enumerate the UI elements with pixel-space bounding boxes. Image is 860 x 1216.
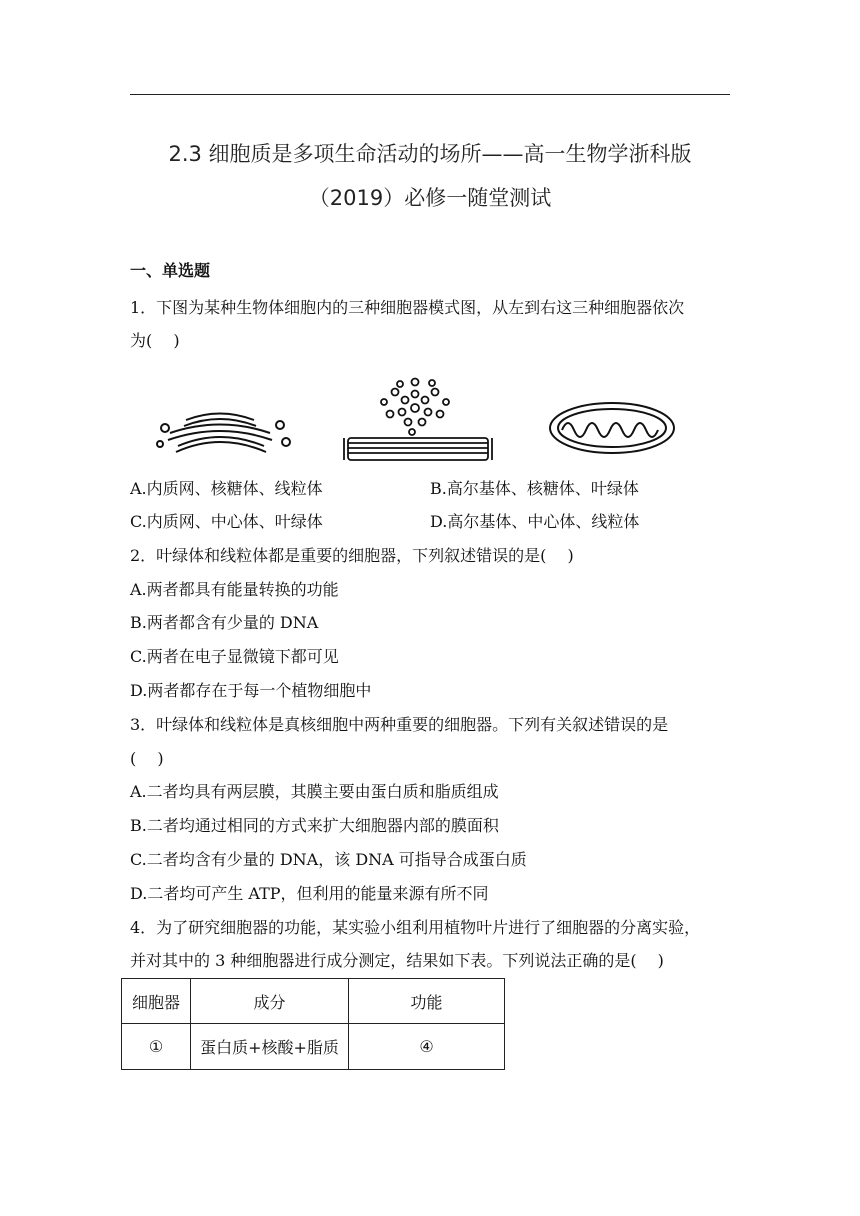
q2-option-a: A.两者都具有能量转换的功能 [130, 580, 339, 599]
q1-stem-line2: 为( ) [130, 331, 180, 350]
q2-option-c: C.两者在电子显微镜下都可见 [130, 647, 339, 666]
organelle-mitochondrion-diagram [550, 403, 674, 453]
document-title-line1: 2.3 细胞质是多项生命活动的场所——高一生物学浙科版 [168, 142, 692, 166]
q1-option-b: B.高尔基体、核糖体、叶绿体 [430, 479, 639, 498]
q3-option-d: D.二者均可产生 ATP，但利用的能量来源有所不同 [130, 884, 489, 903]
header-rule [130, 94, 730, 95]
table-cell: ④ [349, 1024, 505, 1070]
q3-option-b: B.二者均通过相同的方式来扩大细胞器内部的膜面积 [130, 816, 499, 835]
q3-option-c: C.二者均含有少量的 DNA，该 DNA 可指导合成蛋白质 [130, 850, 527, 869]
table-row [122, 1024, 505, 1070]
q2-stem: 2．叶绿体和线粒体都是重要的细胞器，下列叙述错误的是( ) [130, 546, 574, 565]
table-header-cell: 功能 [349, 979, 505, 1024]
organelle-figure [150, 370, 690, 470]
q1-option-d: D.高尔基体、中心体、线粒体 [430, 512, 640, 531]
q3-stem-line1: 3．叶绿体和线粒体是真核细胞中两种重要的细胞器。下列有关叙述错误的是 [130, 715, 669, 734]
q2-option-d: D.两者都存在于每一个植物细胞中 [130, 681, 372, 700]
section-heading: 一、单选题 [130, 261, 211, 280]
q1-option-a: A.内质网、核糖体、线粒体 [130, 479, 323, 498]
q1-option-c: C.内质网、中心体、叶绿体 [130, 512, 323, 531]
organelle-table [121, 978, 505, 1070]
table-header-cell: 细胞器 [122, 979, 191, 1024]
table-header-row [122, 979, 505, 1024]
q4-stem-line1: 4．为了研究细胞器的功能，某实验小组利用植物叶片进行了细胞器的分离实验， [130, 918, 701, 937]
table-header-cell: 成分 [191, 979, 349, 1024]
q3-stem-line2: ( ) [130, 749, 164, 768]
organelle-er-diagram [157, 414, 290, 453]
document-title-line2: （2019）必修一随堂测试 [308, 186, 552, 210]
q4-stem-line2: 并对其中的 3 种细胞器进行成分测定，结果如下表。下列说法正确的是( ) [130, 951, 664, 970]
q2-option-b: B.两者都含有少量的 DNA [130, 613, 319, 632]
table-cell: 蛋白质+核酸+脂质 [191, 1024, 349, 1070]
organelle-centriole-diagram [344, 379, 492, 461]
q3-option-a: A.二者均具有两层膜，其膜主要由蛋白质和脂质组成 [130, 782, 499, 801]
q1-stem-line1: 1．下图为某种生物体细胞内的三种细胞器模式图，从左到右这三种细胞器依次 [130, 298, 685, 317]
table-cell: ① [122, 1024, 191, 1070]
